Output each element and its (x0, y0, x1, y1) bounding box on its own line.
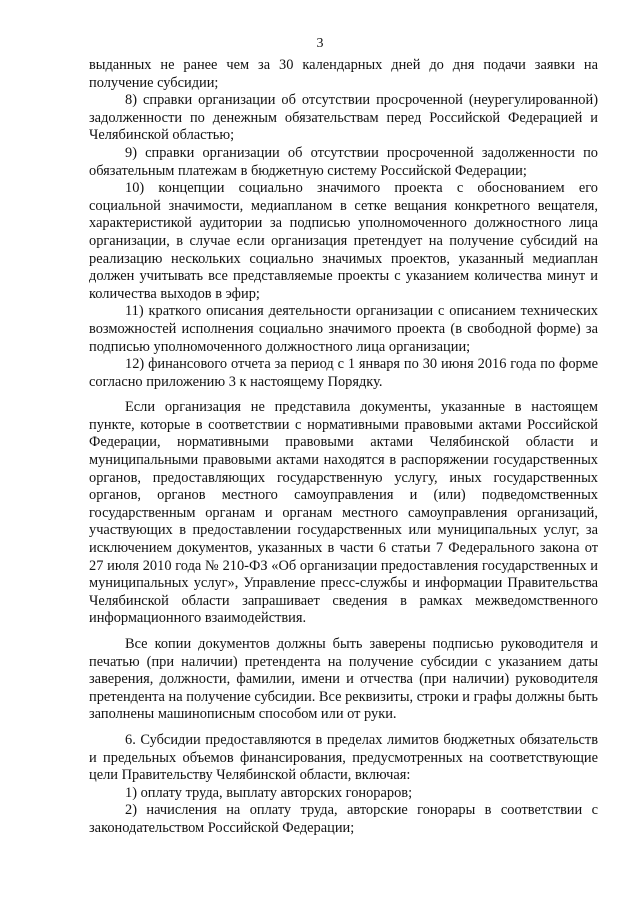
paragraph-continuation: выданных не ранее чем за 30 календарных дней до дня подачи заявки на получение субсидии; (89, 57, 598, 91)
list-item-12: 12) финансового отчета за период с 1 января по 30 июня 2016 года по форме согласно приложению 3 к настоящему Порядку. (89, 356, 598, 390)
list-item-8: 8) справки организации об отсутствии просроченной (неурегулированной) задолженности по денежным обязательствам перед Российской Федерацией и Челябинской областью; (89, 92, 598, 144)
paragraph-document-certification: Все копии документов должны быть заверены подписью руководителя и печатью (при наличии) претендента на получение субсидии с указанием даты заверения, должности, фамилии, имени и отчества (при наличии) руководителя претендента на получение субсидии. Все реквизиты, строки и графы должны быть заполнены машинописным способом или от руки. (89, 636, 598, 723)
document-body (89, 57, 598, 838)
paragraph-interagency-requests: Если организация не представила документы, указанные в настоящем пункте, которые в соответствии с нормативными правовыми актами Российской Федерации, нормативными правовыми актами Челябинской области и муниципальными правовыми актами находятся в распоряжении государственных органов, предоставляющих государственную услугу, иных государственных органов, органов местного самоуправления и (или) подведомственных государственным органам и органам местного самоуправления организаций, участвующих в предоставлении государственных или муниципальных услуг, за исключением документов, указанных в части 6 статьи 7 Федерального закона от 27 июля 2010 года № 210-ФЗ «Об организации предоставления государственных и муниципальных услуг», Управление пресс-службы и информации Правительства Челябинской области запрашивает сведения в рамках межведомственного информационного взаимодействия. (89, 399, 598, 627)
list-item-subsidy-2: 2) начисления на оплату труда, авторские гонорары в соответствии с законодательством Российской Федерации; (89, 802, 598, 836)
list-item-10: 10) концепции социально значимого проекта с обоснованием его социальной значимости, медиапланом в сетке вещания конкретного вещателя, характеристикой аудитории за подписью уполномоченного должностного лица организации, в случае если организация претендует на получение субсидий на реализацию нескольких социально значимых проектов, указанный медиаплан должен учитывать все представляемые проекты с указанием количества минут и количества выходов в эфир; (89, 180, 598, 302)
list-item-11: 11) краткого описания деятельности организации с описанием технических возможностей исполнения социально значимого проекта (в свободной форме) за подписью уполномоченного должностного лица организации; (89, 303, 598, 355)
paragraph-section-6: 6. Субсидии предоставляются в пределах лимитов бюджетных обязательств и предельных объемов финансирования, предусмотренных на соответствующие цели Правительству Челябинской области, включая: (89, 731, 598, 784)
list-item-subsidy-1: 1) оплату труда, выплату авторских гонораров; (125, 784, 413, 801)
page-number: 3 (316, 36, 324, 51)
list-item-9: 9) справки организации об отсутствии просроченной задолженности по обязательным платежам в бюджетную систему Российской Федерации; (89, 144, 598, 179)
